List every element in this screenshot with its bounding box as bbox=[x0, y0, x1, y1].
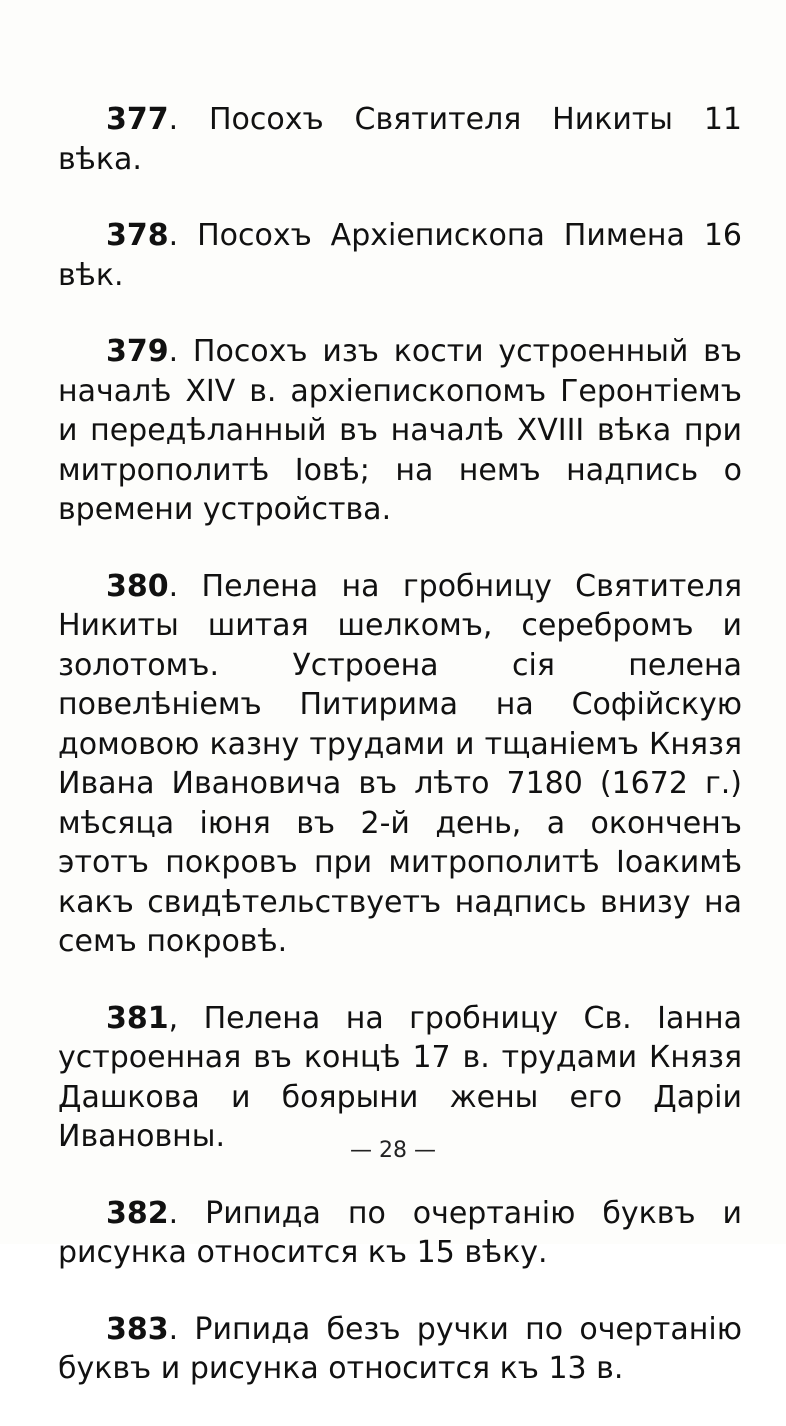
entry-text: Посохъ изъ кости устроенный въ началѣ XIV в. архіепископомъ Геронтіемъ и передѣланный въ началѣ XVIII вѣка при митрополитѣ Іовѣ; на немъ надпись о времени устройства. bbox=[58, 334, 742, 527]
entry-text: Пелена на гробницу Св. Іанна устроенная въ концѣ 17 в. трудами Князя Дашкова и боярыни жены его Даріи Ивановны. bbox=[58, 1000, 742, 1154]
entry-number: 378 bbox=[106, 218, 169, 253]
entry-separator: . bbox=[168, 102, 179, 137]
entry-380 bbox=[58, 567, 742, 962]
entry-text: Рипида по очертанію буквъ и рисунка относится къ 15 вѣку. bbox=[58, 1195, 742, 1270]
entry-381 bbox=[58, 999, 742, 1157]
entry-378 bbox=[58, 216, 742, 295]
entry-377 bbox=[58, 100, 742, 179]
entry-383 bbox=[58, 1310, 742, 1389]
entry-separator: . bbox=[168, 1311, 179, 1347]
entry-379 bbox=[58, 332, 742, 530]
entry-separator: . bbox=[168, 334, 179, 369]
entry-separator: , bbox=[168, 1000, 179, 1036]
entry-text: Посохъ Архіепископа Пимена 16 вѣк. bbox=[58, 218, 742, 293]
text-block bbox=[58, 100, 742, 1426]
entry-number: 380 bbox=[106, 568, 169, 604]
entry-text: Рипида безъ ручки по очертанію буквъ и рисунка относится къ 13 в. bbox=[58, 1311, 742, 1386]
entry-separator: . bbox=[168, 1195, 179, 1231]
entry-382 bbox=[58, 1194, 742, 1273]
page-number: — 28 — bbox=[350, 1138, 436, 1163]
entry-number: 379 bbox=[106, 334, 169, 369]
entry-separator: . bbox=[168, 568, 179, 604]
entry-number: 382 bbox=[106, 1195, 169, 1231]
entry-text: Посохъ Святителя Никиты 11 вѣка. bbox=[58, 102, 742, 177]
entry-number: 383 bbox=[106, 1311, 169, 1347]
entry-number: 381 bbox=[106, 1000, 169, 1036]
entry-text: Пелена на гробницу Святителя Никиты шитая шелкомъ, серебромъ и золотомъ. Устроена сія пелена повелѣніемъ Питирима на Софійскую домовою казну трудами и тщаніемъ Князя Ивана Ивановича въ лѣто 7180 (1672 г.) мѣсяца іюня въ 2-й день, а оконченъ этотъ покровъ при митрополитѣ Іоакимѣ какъ свидѣтельствуетъ надпись внизу на семъ покровѣ. bbox=[58, 568, 742, 959]
entry-number: 377 bbox=[106, 102, 169, 137]
entry-separator: . bbox=[168, 218, 179, 253]
